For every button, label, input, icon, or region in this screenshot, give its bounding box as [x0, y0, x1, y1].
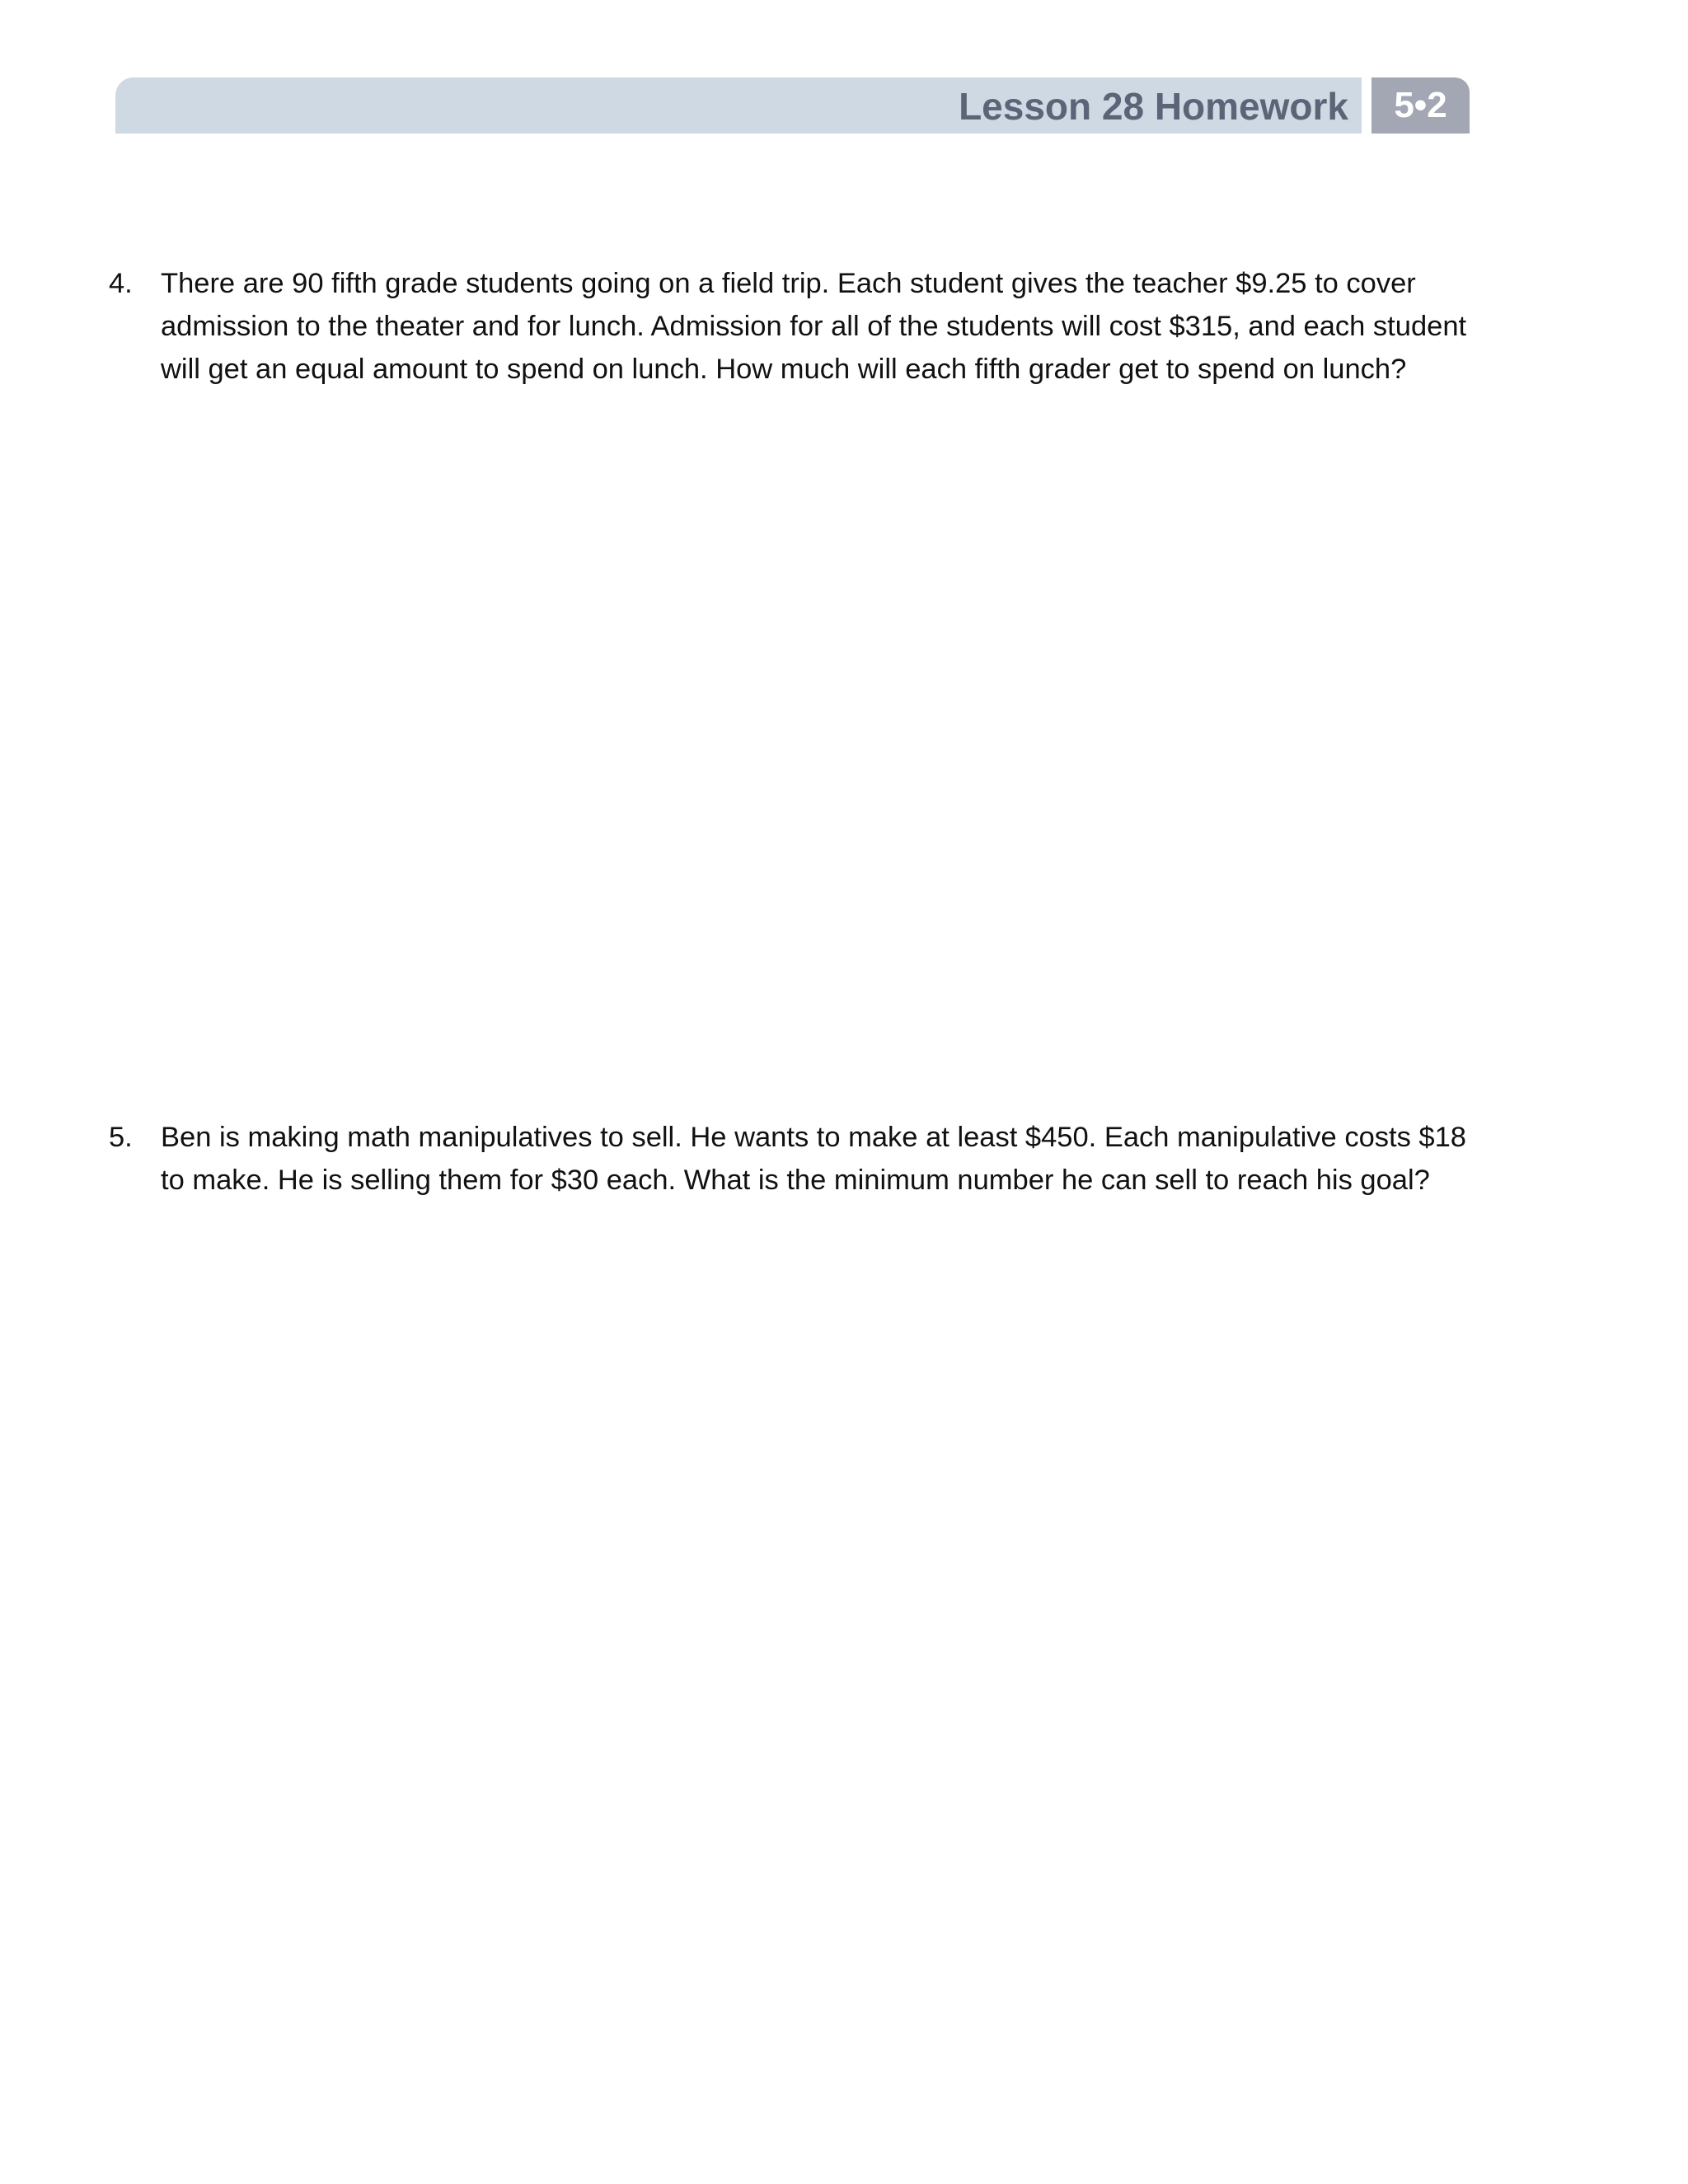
- lesson-title: Lesson 28 Homework: [959, 85, 1348, 128]
- problem-line: Ben is making math manipulatives to sell. He wants to make at least $450. Each manipulative costs $18: [161, 1122, 1466, 1153]
- header-bar: [115, 77, 1362, 134]
- problem-line: There are 90 fifth grade students going on a field trip. Each student gives the teacher $9.25 to cover: [161, 268, 1416, 299]
- problem-text: [161, 1116, 1477, 1202]
- problem-line: admission to the theater and for lunch. Admission for all of the students will cost $315, and each student: [161, 311, 1467, 342]
- problem-5: [109, 1116, 1477, 1202]
- problem-text: [161, 262, 1477, 391]
- module-badge: 5•2: [1372, 77, 1470, 134]
- problem-line: will get an equal amount to spend on lunch. How much will each fifth grader get to spend on lunch?: [161, 354, 1407, 385]
- problem-number: 5.: [109, 1122, 133, 1153]
- problem-4: [109, 262, 1477, 391]
- problem-number: 4.: [109, 268, 133, 299]
- problem-line: to make. He is selling them for $30 each. What is the minimum number he can sell to reach his goal?: [161, 1165, 1430, 1196]
